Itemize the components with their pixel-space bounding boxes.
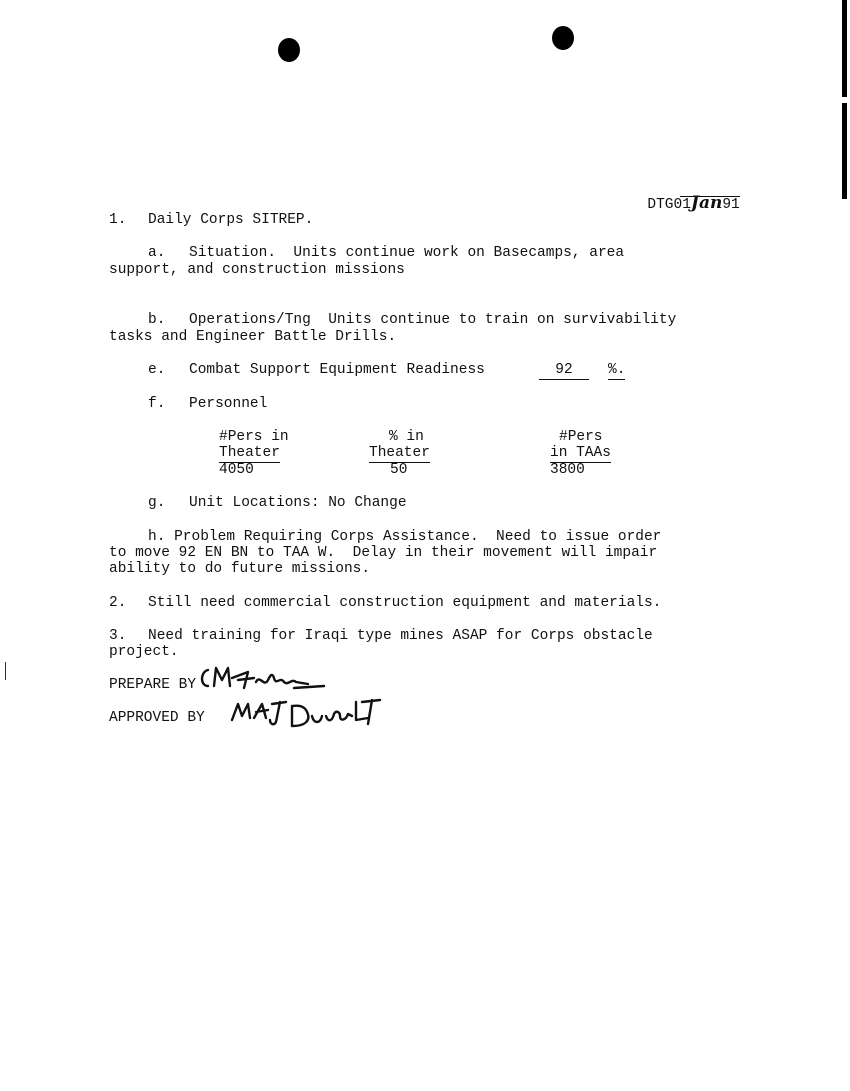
personnel-col-2-header-line1: % in [389,429,424,445]
prepared-by-signature [198,664,328,694]
item-1-number: 1. [109,212,127,228]
equipment-label: e. [148,362,166,378]
prepared-by-label: PREPARE BY [109,677,197,693]
personnel-label: f. [148,396,166,412]
situation-line-1: Situation. Units continue work on Basecamps, area [189,245,625,261]
punch-hole-left [278,38,300,62]
problem-line-3: ability to do future missions. [109,561,371,577]
problem-line-1: h. Problem Requiring Corps Assistance. Need to issue order [148,529,662,545]
problem-line-2: to move 92 EN BN to TAA W. Delay in their movement will impair [109,545,658,561]
item-2-text: Still need commercial construction equipment and materials. [148,595,662,611]
personnel-col-3-header-line2: in TAAs [550,445,611,461]
personnel-col-2-value: 50 [390,462,408,478]
personnel-col-3-header-line1: #Pers [559,429,603,445]
approved-by-signature [228,696,388,732]
dtg-suffix: 91 [722,196,740,213]
item-2-number: 2. [109,595,127,611]
scan-edge-mark-bottom [842,103,847,199]
dtg-underline [680,196,740,197]
personnel-col-3-value: 3800 [550,462,585,478]
punch-hole-right [552,26,574,50]
operations-line-2: tasks and Engineer Battle Drills. [109,329,397,345]
item-3-line-1: Need training for Iraqi type mines ASAP for Corps obstacle [148,628,653,644]
dtg-prefix: DTG01 [647,196,691,213]
operations-line-1: Operations/Tng Units continue to train on survivability [189,312,677,328]
locations-text: Unit Locations: No Change [189,495,407,511]
equipment-text: Combat Support Equipment Readiness [189,362,485,378]
personnel-col-2-header-line2: Theater [369,445,430,461]
personnel-col-1-header-line2: Theater [219,445,280,461]
item-3-number: 3. [109,628,127,644]
dtg-handwritten: Jan [690,192,723,213]
scan-edge-mark-left [5,662,6,680]
situation-label: a. [148,245,166,261]
situation-line-2: support, and construction missions [109,262,405,278]
equipment-value: 92 [539,362,589,380]
personnel-col-1-header-line1: #Pers in [219,429,289,445]
personnel-col-1-value: 4050 [219,462,254,478]
locations-label: g. [148,495,166,511]
personnel-title: Personnel [189,396,268,412]
scan-edge-mark-top [842,0,847,97]
approved-by-label: APPROVED BY [109,710,205,726]
item-3-line-2: project. [109,644,179,660]
item-1-title: Daily Corps SITREP. [148,212,314,228]
operations-label: b. [148,312,166,328]
equipment-unit: %. [608,362,626,378]
